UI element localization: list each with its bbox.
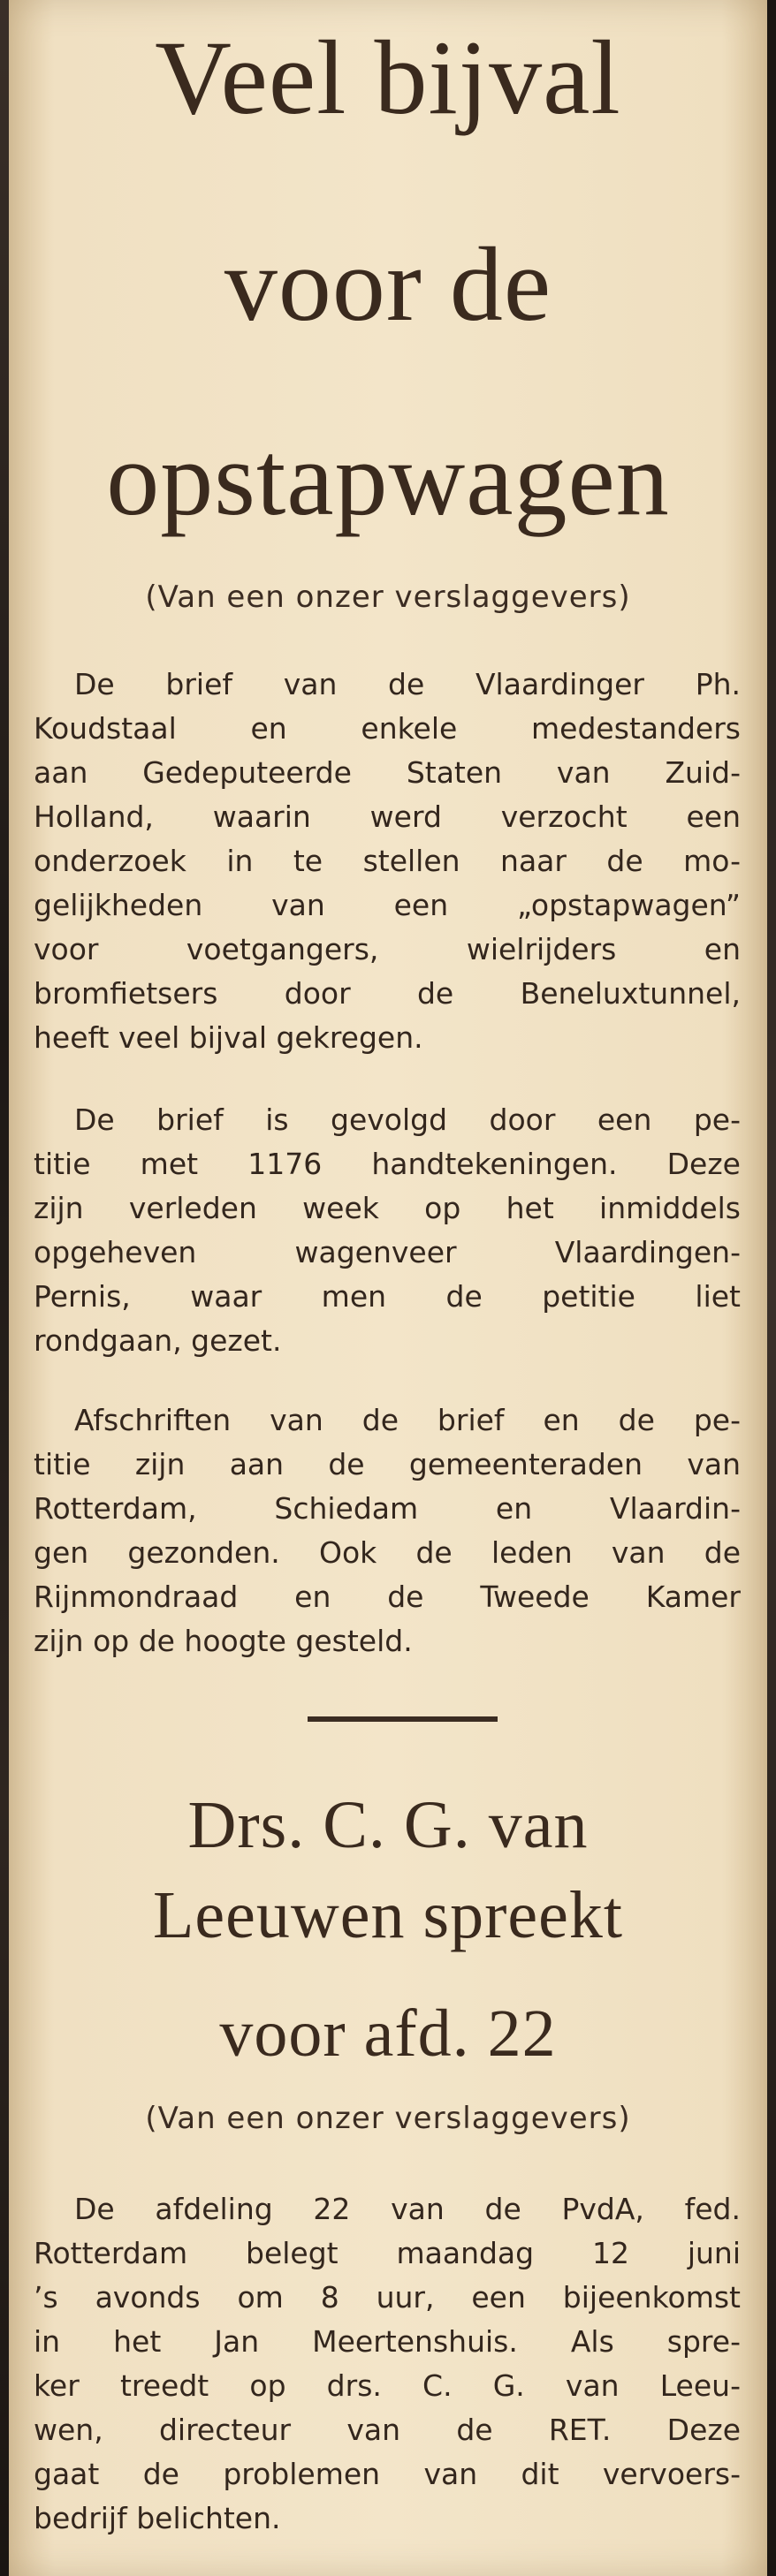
article2-byline: (Van een onzer verslaggevers)	[145, 2101, 631, 2136]
background-left-edge	[0, 0, 9, 2576]
text-line: onderzoek in te stellen naar de mo-	[34, 844, 741, 878]
newspaper-clipping	[9, 0, 767, 2576]
article1-headline-line-2: voor de	[224, 225, 552, 343]
article2-paragraph	[34, 2187, 741, 2541]
text-line: aan Gedeputeerde Staten van Zuid-	[34, 755, 741, 790]
article1-paragraph-1	[34, 663, 741, 1060]
article2-headline-line-1: Drs. C. G. van	[187, 1788, 589, 1862]
text-line: gaat de problemen van dit vervoers-	[34, 2457, 741, 2491]
text-line: De afdeling 22 van de PvdA, fed.	[74, 2192, 741, 2226]
text-line: gen gezonden. Ook de leden van de	[34, 1535, 741, 1570]
article1-headline-line-1: Veel bijval	[155, 19, 621, 136]
text-line: De brief is gevolgd door een pe-	[74, 1102, 741, 1137]
text-line: zijn verleden week op het inmiddels	[34, 1191, 741, 1225]
text-line: bedrijf belichten.	[34, 2501, 281, 2535]
text-line: titie zijn aan de gemeenteraden van	[34, 1447, 741, 1481]
text-line: Afschriften van de brief en de pe-	[74, 1403, 741, 1437]
text-line: wen, directeur van de RET. Deze	[34, 2413, 741, 2447]
text-line: Koudstaal en enkele medestanders	[34, 711, 741, 746]
text-line: De brief van de Vlaardinger Ph.	[74, 667, 741, 701]
article1-paragraph-2	[34, 1098, 741, 1363]
article1-byline: (Van een onzer verslaggevers)	[145, 580, 631, 615]
text-line: titie met 1176 handtekeningen. Deze	[34, 1147, 741, 1181]
text-line: gelijkheden van een „opstapwagen”	[34, 888, 741, 922]
text-line: Rijnmondraad en de Tweede Kamer	[34, 1580, 741, 1614]
article2-headline-line-3: voor afd. 22	[219, 1996, 557, 2071]
text-line: zijn op de hoogte gesteld.	[34, 1624, 413, 1658]
text-line: opgeheven wagenveer Vlaardingen-	[34, 1235, 741, 1269]
background-right-edge	[767, 0, 776, 2576]
text-line: heeft veel bijval gekregen.	[34, 1020, 423, 1055]
text-line: rondgaan, gezet.	[34, 1323, 282, 1358]
article2-headline-line-2: Leeuwen spreekt	[153, 1878, 623, 1952]
text-line: Rotterdam belegt maandag 12 juni	[34, 2236, 741, 2270]
text-line: Rotterdam, Schiedam en Vlaardin-	[34, 1491, 741, 1526]
text-line: voor voetgangers, wielrijders en	[34, 932, 741, 966]
text-line: in het Jan Meertenshuis. Als spre-	[34, 2324, 741, 2359]
text-line: ’s avonds om 8 uur, een bijeenkomst	[34, 2280, 741, 2315]
text-line: ker treedt op drs. C. G. van Leeu-	[34, 2368, 741, 2403]
text-line: Holland, waarin werd verzocht een	[34, 799, 741, 834]
text-line: Pernis, waar men de petitie liet	[34, 1279, 741, 1314]
text-line: bromfietsers door de Beneluxtunnel,	[34, 976, 741, 1011]
article-separator-rule	[308, 1716, 498, 1722]
article1-paragraph-3	[34, 1398, 741, 1663]
article1-headline-line-3: opstapwagen	[106, 420, 670, 537]
